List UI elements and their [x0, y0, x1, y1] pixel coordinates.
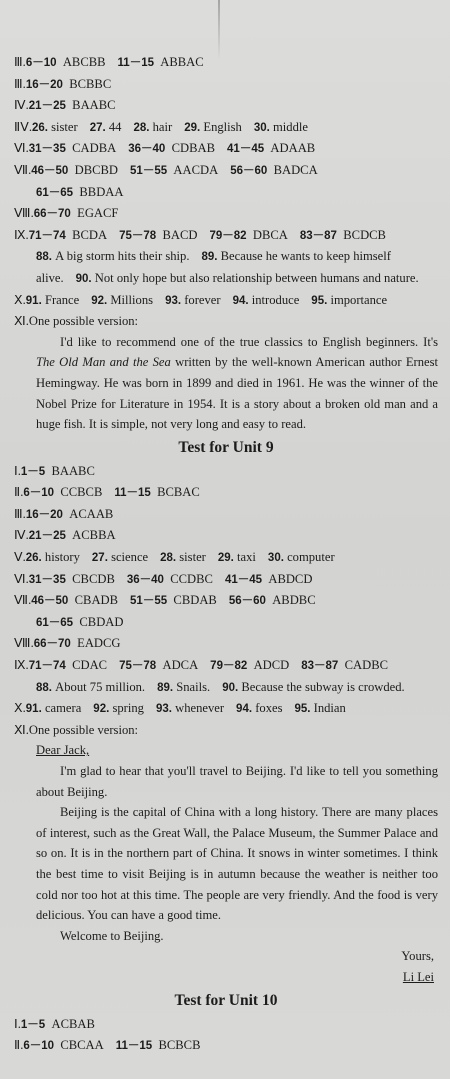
answer-row: ⅡⅤ.26. sister 27. 44 28. hair 29. English 30. middle — [14, 119, 308, 134]
answer-row: Ⅶ.46－50 CBADB 51－55 CBDAB 56－60 ABDBC — [14, 593, 316, 608]
answer-row: Ⅳ.21－25 BAABC — [14, 98, 116, 113]
answer-row: Ⅹ.91. camera 92. spring 93. whenever 94. foxes 95. Indian — [14, 701, 346, 716]
answer-row: Ⅰ.1－5 BAABC — [14, 463, 95, 478]
answer-row: Ⅸ.71－74 CDAC 75－78 ADCA 79－82 ADCD 83－87 CADBC — [14, 658, 389, 673]
essay-paragraph: I'd like to recommend one of the true classics to English beginners. It's The Old Man and the Sea written by the well-known American author Ernest Hemingway. He was born in 1899 and died in 1961. He was the winner of the Nobel Prize for Literature in 1954. It is a story about a broken old man and a huge fish. It is simple, not very long and easy to read. — [36, 334, 438, 432]
answer-row: 61－65 BBDAA — [36, 184, 124, 199]
answer-row: 88. A big storm hits their ship. 89. Because he wants to keep himself — [36, 249, 391, 264]
section-heading: Test for Unit 10 — [174, 991, 278, 1009]
answer-row: Ⅺ.One possible version: — [14, 314, 139, 329]
answer-row: Ⅱ.6－10 CBCAA 11－15 BCBCB — [14, 1038, 201, 1053]
answer-row: Ⅶ.46－50 DBCBD 51－55 AACDA 56－60 BADCA — [14, 162, 318, 177]
answer-row: Ⅸ.71－74 BCDA 75－78 BACD 79－82 DBCA 83－87 BCDCB — [14, 227, 386, 242]
answer-row: Ⅳ.21－25 ACBBA — [14, 528, 116, 543]
answer-row: Ⅵ.31－35 CADBA 36－40 CDBAB 41－45 ADAAB — [14, 141, 316, 156]
answer-row: Ⅱ.6－10 CCBCB 11－15 BCBAC — [14, 485, 200, 500]
letter-signature: Li Lei — [402, 969, 434, 984]
answer-row: Ⅷ.66－70 EADCG — [14, 636, 121, 651]
answer-row: Ⅲ.6－10 ABCBB 11－15 ABBAC — [14, 55, 204, 69]
answer-row: Ⅲ.16－20 BCBBC — [14, 76, 112, 91]
letter-paragraph: I'm glad to hear that you'll travel to Beijing. I'd like to tell you something about Beijing. — [36, 764, 438, 799]
book-title: The Old Man and the Sea — [36, 355, 171, 370]
answer-row: Ⅵ.31－35 CBCDB 36－40 CCDBC 41－45 ABDCD — [14, 571, 313, 586]
answer-row: 61－65 CBDAD — [36, 614, 124, 629]
answer-row: 88. About 75 million. 89. Snails. 90. Because the subway is crowded. — [36, 679, 405, 694]
letter-paragraph: Beijing is the capital of China with a long history. There are many places of interest, such as the Great Wall, the Palace Museum, the Summer Palace and so on. It is in the northern part of China. It snows in winter sometimes. I think the best time to visit Beijing is in autumn because the weather is neither too cold nor too hot at this time. The people are very friendly. And the food is very delicious. You can have a good time. — [36, 805, 438, 923]
answer-row: Ⅴ.26. history 27. science 28. sister 29. taxi 30. computer — [14, 550, 335, 565]
page-fold-mark — [218, 0, 220, 60]
letter-paragraph: Welcome to Beijing. — [60, 928, 164, 943]
letter-closing: Yours, — [401, 949, 434, 964]
answer-row: Ⅺ.One possible version: — [14, 722, 139, 737]
answer-row: alive. 90. Not only hope but also relationship between humans and nature. — [36, 270, 419, 285]
answer-row: Ⅲ.16－20 ACAAB — [14, 506, 114, 521]
answer-row: Ⅰ.1－5 ACBAB — [14, 1016, 95, 1031]
letter-greeting: Dear Jack, — [36, 743, 90, 758]
section-heading: Test for Unit 9 — [178, 438, 274, 456]
answer-row: Ⅹ.91. France 92. Millions 93. forever 94. introduce 95. importance — [14, 292, 388, 307]
answer-row: Ⅷ.66－70 EGACF — [14, 206, 119, 221]
